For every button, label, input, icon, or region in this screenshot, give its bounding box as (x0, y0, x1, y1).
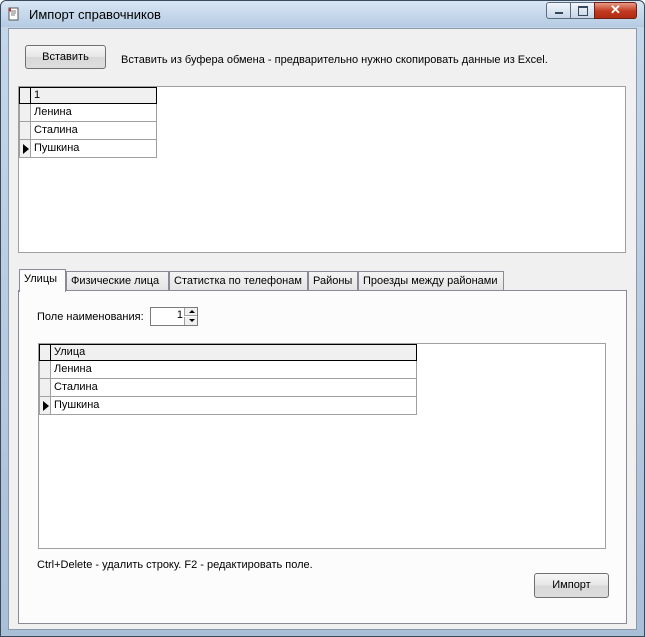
name-field-spinner[interactable] (150, 307, 198, 326)
close-icon: ✕ (610, 2, 621, 17)
tab-districts[interactable]: Районы (308, 271, 358, 290)
row-pointer-icon (43, 401, 49, 411)
table-row[interactable]: Ленина (51, 361, 417, 379)
table-row[interactable]: Ленина (31, 104, 157, 122)
row-indicator[interactable] (19, 140, 31, 158)
table-row[interactable]: Пушкина (51, 397, 417, 415)
tab-streets[interactable]: Улицы (19, 269, 66, 292)
table-row[interactable]: Сталина (31, 122, 157, 140)
title-bar[interactable] (1, 1, 644, 27)
table-row[interactable]: Сталина (51, 379, 417, 397)
minimize-button[interactable] (546, 2, 571, 19)
name-field-label: Поле наименования: (37, 311, 144, 323)
window-title: Импорт справочников (29, 7, 161, 22)
grid-column-header[interactable]: Улица (51, 344, 417, 361)
import-button[interactable]: Импорт (534, 573, 609, 598)
row-indicator[interactable] (39, 361, 51, 379)
grid-column-header[interactable]: 1 (31, 87, 157, 104)
grid-corner (19, 87, 31, 104)
paste-hint: Вставить из буфера обмена - предварительно нужно скопировать данные из Excel. (121, 54, 548, 66)
tab-phone-statistics[interactable]: Статистка по телефонам (169, 271, 308, 290)
form-client-area (8, 28, 637, 630)
row-indicator[interactable] (19, 104, 31, 122)
keyboard-hint: Ctrl+Delete - удалить строку. F2 - редактировать поле. (37, 559, 313, 571)
maximize-button[interactable] (570, 2, 595, 19)
spin-down-button[interactable] (184, 317, 197, 325)
close-button[interactable] (594, 2, 637, 19)
row-pointer-icon (23, 144, 29, 154)
spin-down-icon (189, 319, 195, 322)
table-row[interactable]: Пушкина (31, 140, 157, 158)
app-icon (7, 7, 21, 21)
paste-button[interactable]: Вставить (25, 45, 106, 69)
streets-grid[interactable] (38, 343, 606, 549)
spin-up-button[interactable] (184, 308, 197, 316)
spin-up-icon (189, 310, 195, 313)
maximize-icon (578, 6, 588, 16)
tab-district-routes[interactable]: Проезды между районами (358, 271, 504, 290)
minimize-icon (555, 12, 563, 14)
row-indicator[interactable] (19, 122, 31, 140)
row-indicator[interactable] (39, 397, 51, 415)
grid-corner (39, 344, 51, 361)
tab-panel-streets (18, 290, 627, 624)
name-field-value: 1 (176, 309, 183, 321)
tab-individuals[interactable]: Физические лица (66, 271, 169, 290)
row-indicator[interactable] (39, 379, 51, 397)
import-data-grid[interactable] (18, 86, 626, 253)
